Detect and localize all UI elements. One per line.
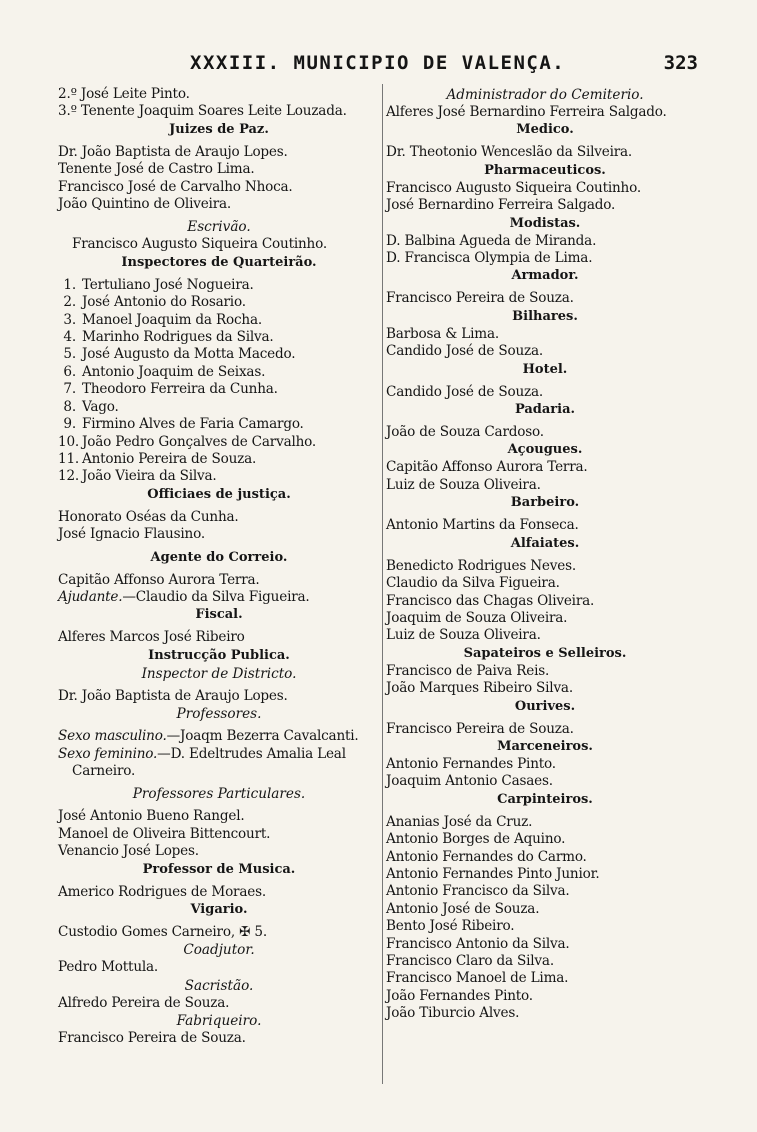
- list-item: 7. Theodoro Ferreira da Cunha.: [63, 381, 278, 398]
- list-item: João Fernandes Pinto.: [386, 987, 533, 1004]
- list-item: Francisco Pereira de Souza.: [386, 720, 574, 737]
- section-heading-escrivao: Escrivão.: [187, 219, 251, 236]
- list-item: 6. Antonio Joaquim de Seixas.: [63, 363, 266, 380]
- list-item: Candido José de Souza.: [386, 343, 543, 360]
- list-item: D. Francisca Olympia de Lima.: [386, 250, 593, 267]
- list-item: João Quintino de Oliveira.: [58, 196, 232, 213]
- list-item: João de Souza Cardoso.: [386, 424, 544, 441]
- list-item: Custodio Gomes Carneiro, ✠ 5.: [58, 924, 267, 940]
- section-heading-armador: Armador.: [511, 268, 579, 284]
- section-heading-administrador: Administrador do Cemiterio.: [446, 87, 644, 103]
- list-item: Capitão Affonso Aurora Terra.: [58, 571, 260, 588]
- list-item: Ajudante.—Claudio da Silva Figueira.: [58, 588, 310, 605]
- list-item: Francisco Pereira de Souza.: [386, 290, 574, 307]
- section-heading-pharmaceuticos: Pharmaceuticos.: [484, 162, 606, 178]
- list-item: Antonio Fernandes Pinto Junior.: [386, 865, 600, 882]
- list-item: Benedicto Rodrigues Neves.: [386, 557, 576, 574]
- list-item: José Antonio Bueno Rangel.: [58, 808, 245, 825]
- list-item: Antonio Borges de Aquino.: [386, 831, 566, 848]
- section-heading-alfaiates: Alfaiates.: [510, 535, 580, 551]
- list-item: 3.º Tenente Joaquim Soares Leite Louzada.: [58, 103, 347, 120]
- section-heading-marceneiros: Marceneiros.: [497, 738, 593, 754]
- list-item: Francisco Claro da Silva.: [386, 953, 554, 969]
- list-item: 5. José Augusto da Motta Macedo.: [63, 346, 296, 363]
- list-item: 3. Manoel Joaquim da Rocha.: [63, 311, 262, 328]
- page-number: 323: [663, 52, 698, 74]
- section-heading-fabriqueiro: Fabriqueiro.: [176, 1013, 262, 1030]
- list-item: 1. Tertuliano José Nogueira.: [63, 276, 254, 293]
- inspectores-list: [58, 277, 380, 486]
- list-item: Candido José de Souza.: [386, 383, 543, 400]
- section-heading-instrucao: Instrucção Publica.: [148, 647, 290, 663]
- section-heading-musica: Professor de Musica.: [142, 861, 296, 877]
- list-item: Francisco Pereira de Souza.: [58, 1030, 246, 1047]
- section-heading-agente: Agente do Correio.: [150, 549, 288, 565]
- list-item: José Bernardino Ferreira Salgado.: [386, 197, 616, 214]
- section-heading-hotel: Hotel.: [522, 361, 568, 377]
- list-item: 2. José Antonio do Rosario.: [63, 294, 246, 311]
- list-item: Francisco Augusto Siqueira Coutinho.: [72, 236, 327, 253]
- list-item: Joaquim Antonio Casaes.: [386, 773, 553, 790]
- section-heading-bilhares: Bilhares.: [512, 308, 578, 324]
- section-heading-padaria: Padaria.: [514, 402, 576, 418]
- list-item: Antonio Fernandes Pinto.: [386, 755, 556, 772]
- list-item: Antonio Martins da Fonseca.: [386, 517, 579, 534]
- list-item: 12. João Vieira da Silva.: [58, 468, 217, 485]
- section-heading-professores: Professores.: [176, 706, 262, 723]
- list-item: Luiz de Souza Oliveira.: [386, 627, 541, 644]
- list-item: Antonio José de Souza.: [386, 900, 540, 917]
- list-item: Carneiro.: [72, 762, 136, 779]
- list-item: Francisco José de Carvalho Nhoca.: [58, 178, 293, 195]
- list-item: Luiz de Souza Oliveira.: [386, 476, 541, 493]
- section-heading-fiscal: Fiscal.: [195, 607, 243, 623]
- list-item: Dr. João Baptista de Araujo Lopes.: [58, 143, 288, 160]
- section-heading-medico: Medico.: [516, 122, 574, 138]
- list-item: Alfredo Pereira de Souza.: [58, 994, 230, 1011]
- page-header: [150, 52, 710, 82]
- list-item: João Marques Ribeiro Silva.: [386, 680, 573, 697]
- section-heading-officiaes: Officiaes de justiça.: [147, 486, 291, 502]
- list-item: 9. Firmino Alves de Faria Camargo.: [63, 416, 304, 433]
- section-heading-sapateiros: Sapateiros e Selleiros.: [463, 645, 627, 661]
- section-heading-particulares: Professores Particulares.: [132, 786, 306, 803]
- list-item: 4. Marinho Rodrigues da Silva.: [63, 329, 274, 346]
- right-column: [386, 86, 704, 1023]
- list-item: Ananias José da Cruz.: [386, 813, 533, 830]
- list-item: João Tiburcio Alves.: [386, 1005, 520, 1022]
- list-item: Honorato Oséas da Cunha.: [58, 508, 239, 525]
- section-heading-ourives: Ourives.: [514, 698, 576, 714]
- section-heading-barbeiro: Barbeiro.: [510, 495, 580, 511]
- list-item: 2.º José Leite Pinto.: [58, 86, 190, 102]
- list-item: Joaquim de Souza Oliveira.: [386, 609, 568, 626]
- list-item: Dr. João Baptista de Araujo Lopes.: [58, 687, 288, 704]
- list-item: Claudio da Silva Figueira.: [386, 575, 560, 592]
- list-item: Antonio Francisco da Silva.: [386, 883, 570, 900]
- list-item: Francisco Antonio da Silva.: [386, 935, 570, 952]
- list-item: Americo Rodrigues de Moraes.: [58, 883, 266, 900]
- list-item: Bento José Ribeiro.: [386, 918, 515, 935]
- list-item: 8. Vago.: [63, 398, 119, 415]
- section-heading-coadjutor: Coadjutor.: [183, 942, 255, 959]
- list-item: Tenente José de Castro Lima.: [58, 161, 255, 178]
- list-item: D. Balbina Agueda de Miranda.: [386, 232, 597, 249]
- section-heading-vigario: Vigario.: [190, 902, 248, 917]
- list-item: Manoel de Oliveira Bittencourt.: [58, 825, 271, 842]
- left-column: [58, 86, 380, 1048]
- column-divider: [382, 84, 383, 1084]
- list-item: Pedro Mottula.: [58, 959, 159, 976]
- list-item: Venancio José Lopes.: [58, 843, 199, 860]
- list-item: Capitão Affonso Aurora Terra.: [386, 459, 588, 476]
- list-item: Francisco de Paiva Reis.: [386, 662, 550, 679]
- section-heading-acougues: Açougues.: [507, 442, 583, 458]
- section-heading-modistas: Modistas.: [509, 215, 581, 231]
- list-item: Sexo masculino.—Joaqm Bezerra Cavalcanti.: [58, 728, 359, 745]
- section-heading-carpinteiros: Carpinteiros.: [497, 791, 593, 807]
- section-heading-inspector: Inspector de Districto.: [141, 665, 297, 682]
- list-item: Francisco Manoel de Lima.: [386, 970, 569, 987]
- list-item: José Ignacio Flausino.: [58, 526, 205, 543]
- list-item: Antonio Fernandes do Carmo.: [386, 848, 587, 865]
- list-item: Dr. Theotonio Wenceslão da Silveira.: [386, 144, 633, 161]
- list-item: Alferes José Bernardino Ferreira Salgado.: [386, 104, 667, 120]
- list-item: Alferes Marcos José Ribeiro: [58, 629, 245, 646]
- list-item: 11. Antonio Pereira de Souza.: [58, 450, 257, 467]
- list-item: Francisco Augusto Siqueira Coutinho.: [386, 179, 641, 196]
- section-heading-juizes: Juizes de Paz.: [169, 121, 269, 137]
- section-heading-inspectores: Inspectores de Quarteirão.: [121, 254, 317, 270]
- page-title: XXXIII. MUNICIPIO DE VALENÇA.: [190, 52, 566, 74]
- list-item: Barbosa & Lima.: [386, 325, 499, 342]
- list-item: 10. João Pedro Gonçalves de Carvalho.: [58, 433, 317, 450]
- list-item: Francisco das Chagas Oliveira.: [386, 592, 595, 609]
- section-heading-sacristao: Sacristão.: [184, 977, 254, 994]
- list-item: Sexo feminino.—D. Edeltrudes Amalia Leal: [58, 745, 346, 762]
